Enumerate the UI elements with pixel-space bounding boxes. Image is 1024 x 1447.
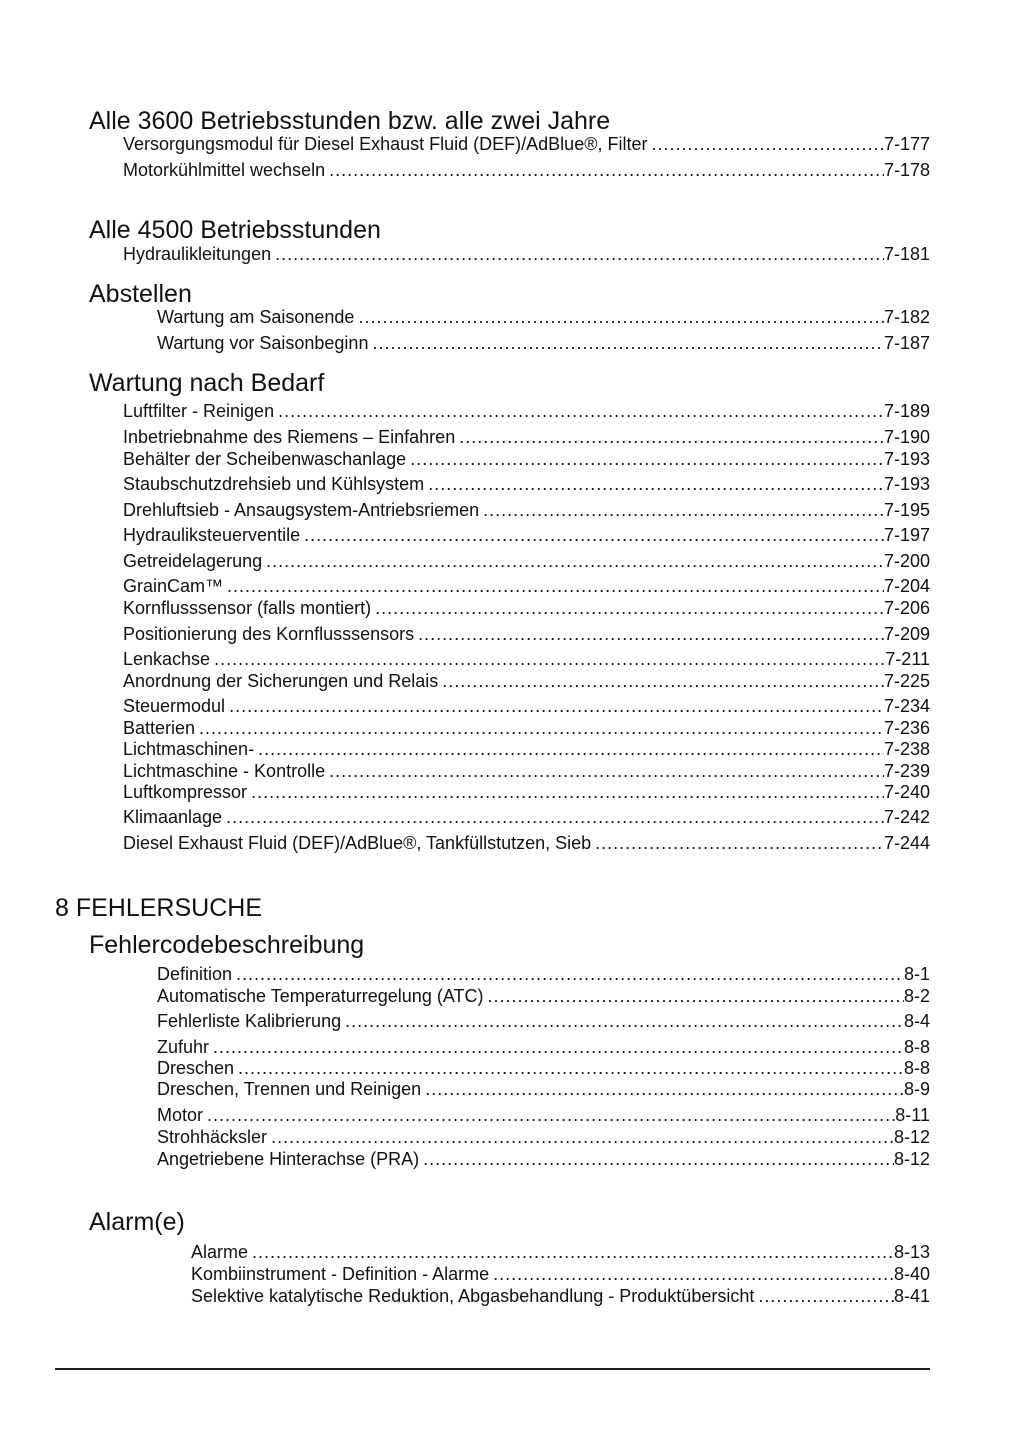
- dot-leader: [647, 133, 883, 155]
- toc-entry[interactable]: [123, 524, 930, 546]
- toc-entry-title: Drehluftsieb - Ansaugsystem-Antriebsriemen: [123, 500, 480, 520]
- dot-leader: [341, 1010, 904, 1032]
- dot-leader: [203, 1104, 895, 1126]
- toc-entry-title: Wartung am Saisonende: [157, 307, 355, 327]
- toc-entry[interactable]: [191, 1263, 930, 1285]
- dot-leader: [591, 832, 884, 854]
- toc-entry-title: Versorgungsmodul für Diesel Exhaust Fluid (DEF)/AdBlue®, Filter: [123, 134, 648, 154]
- toc-entry[interactable]: [123, 832, 930, 854]
- toc-entry-title: Fehlerliste Kalibrierung: [157, 1011, 342, 1031]
- toc-entry-page: 8-9: [903, 1079, 930, 1099]
- dot-leader: [223, 575, 884, 597]
- toc-entry-page: 7-189: [883, 401, 930, 421]
- toc-entry[interactable]: [157, 1078, 930, 1100]
- toc-entry-page: 7-181: [883, 244, 930, 264]
- toc-entry-title: Anordnung der Sicherungen und Relais: [123, 671, 439, 691]
- toc-entry[interactable]: [191, 1285, 930, 1307]
- toc-entry-page: 7-240: [883, 782, 930, 802]
- dot-leader: [210, 648, 885, 670]
- toc-entry[interactable]: [123, 806, 930, 828]
- dot-leader: [247, 781, 884, 803]
- dot-leader: [300, 524, 884, 546]
- dot-leader: [325, 159, 884, 181]
- toc-entry-title: Dreschen: [157, 1058, 235, 1078]
- toc-entry[interactable]: [123, 760, 930, 782]
- toc-entry[interactable]: [123, 738, 930, 760]
- toc-entry-page: 7-234: [883, 696, 930, 716]
- toc-entry-title: Motorkühlmittel wechseln: [123, 160, 326, 180]
- toc-entry-title: Behälter der Scheibenwaschanlage: [123, 449, 407, 469]
- toc-entry[interactable]: [123, 781, 930, 803]
- toc-entry[interactable]: [123, 648, 930, 670]
- dot-leader: [325, 760, 884, 782]
- dot-leader: [414, 623, 884, 645]
- dot-leader: [232, 963, 904, 985]
- toc-entry-title: Strohhäcksler: [157, 1127, 268, 1147]
- toc-entry[interactable]: [157, 1126, 930, 1148]
- section-heading: Abstellen: [89, 280, 192, 308]
- toc-entry[interactable]: [157, 306, 930, 328]
- dot-leader: [438, 670, 884, 692]
- toc-entry-title: Getreidelagerung: [123, 551, 263, 571]
- toc-entry-title: Dreschen, Trennen und Reinigen: [157, 1079, 422, 1099]
- toc-entry-title: Batterien: [123, 718, 196, 738]
- toc-entry-title: Angetriebene Hinterachse (PRA): [157, 1149, 420, 1169]
- toc-entry[interactable]: [123, 473, 930, 495]
- toc-entry[interactable]: [123, 426, 930, 448]
- toc-entry-page: 8-40: [893, 1264, 930, 1284]
- toc-entry-page: 7-187: [883, 333, 930, 353]
- toc-entry-title: Alarme: [191, 1242, 249, 1262]
- toc-entry-page: 7-178: [883, 160, 930, 180]
- toc-entry-title: Zufuhr: [157, 1037, 210, 1057]
- dot-leader: [421, 1078, 904, 1100]
- toc-entry[interactable]: [123, 448, 930, 470]
- dot-leader: [483, 985, 904, 1007]
- toc-entry-title: Luftkompressor: [123, 782, 248, 802]
- dot-leader: [368, 332, 883, 354]
- toc-entry-page: 7-244: [883, 833, 930, 853]
- toc-entry[interactable]: [157, 1036, 930, 1058]
- toc-entry-page: 8-8: [903, 1058, 930, 1078]
- toc-entry-page: 7-197: [883, 525, 930, 545]
- toc-entry-title: Kombiinstrument - Definition - Alarme: [191, 1264, 490, 1284]
- toc-entry-title: Motor: [157, 1105, 204, 1125]
- dot-leader: [419, 1148, 894, 1170]
- toc-entry-title: Positionierung des Kornflusssensors: [123, 624, 415, 644]
- footer-rule: [55, 1368, 930, 1370]
- dot-leader: [274, 400, 884, 422]
- toc-entry-title: Diesel Exhaust Fluid (DEF)/AdBlue®, Tankfüllstutzen, Sieb: [123, 833, 592, 853]
- toc-entry-page: 8-4: [903, 1011, 930, 1031]
- toc-entry-page: 7-190: [883, 427, 930, 447]
- toc-entry[interactable]: [123, 597, 930, 619]
- dot-leader: [406, 448, 884, 470]
- toc-entry-page: 8-11: [895, 1105, 930, 1125]
- toc-entry-page: 7-242: [883, 807, 930, 827]
- toc-entry-page: 8-2: [903, 986, 930, 1006]
- toc-entry[interactable]: [123, 670, 930, 692]
- toc-entry-page: 7-238: [883, 739, 930, 759]
- toc-entry-title: Lichtmaschine - Kontrolle: [123, 761, 326, 781]
- toc-entry-title: Staubschutzdrehsieb und Kühlsystem: [123, 474, 425, 494]
- toc-entry-page: 7-209: [883, 624, 930, 644]
- toc-entry[interactable]: [123, 717, 930, 739]
- toc-entry-title: Kornflusssensor (falls montiert): [123, 598, 372, 618]
- toc-entry-page: 7-236: [883, 718, 930, 738]
- toc-entry[interactable]: [123, 159, 930, 181]
- toc-entry[interactable]: [123, 575, 930, 597]
- toc-entry-title: Lenkachse: [123, 649, 211, 669]
- dot-leader: [262, 550, 884, 572]
- dot-leader: [371, 597, 884, 619]
- toc-entry[interactable]: [191, 1241, 930, 1263]
- toc-entry[interactable]: [123, 400, 930, 422]
- toc-entry-title: Luftfilter - Reinigen: [123, 401, 275, 421]
- toc-entry-title: Selektive katalytische Reduktion, Abgasbehandlung - Produktübersicht: [191, 1286, 755, 1306]
- dot-leader: [222, 806, 884, 828]
- section-heading: Alle 3600 Betriebsstunden bzw. alle zwei Jahre: [89, 107, 611, 135]
- toc-entry-page: 8-13: [893, 1242, 930, 1262]
- dot-leader: [489, 1263, 894, 1285]
- dot-leader: [354, 306, 884, 328]
- toc-entry-page: 7-193: [883, 449, 930, 469]
- dot-leader: [267, 1126, 894, 1148]
- toc-entry-title: Hydrauliksteuerventile: [123, 525, 301, 545]
- chapter-title: 8 FEHLERSUCHE: [55, 894, 262, 922]
- dot-leader: [248, 1241, 894, 1263]
- toc-entry-page: 8-12: [893, 1127, 930, 1147]
- dot-leader: [479, 499, 884, 521]
- section-heading: Alarm(e): [89, 1208, 185, 1236]
- toc-entry-page: 7-239: [883, 761, 930, 781]
- section-heading: Wartung nach Bedarf: [89, 369, 325, 397]
- dot-leader: [271, 243, 884, 265]
- toc-entry[interactable]: [157, 1148, 930, 1170]
- toc-entry[interactable]: [123, 243, 930, 265]
- toc-entry[interactable]: [157, 332, 930, 354]
- toc-entry-page: 7-206: [883, 598, 930, 618]
- toc-entry[interactable]: [157, 985, 930, 1007]
- toc-entry[interactable]: [157, 963, 930, 985]
- dot-leader: [209, 1036, 904, 1058]
- toc-entry-title: Hydraulikleitungen: [123, 244, 272, 264]
- toc-entry-title: Steuermodul: [123, 696, 226, 716]
- toc-entry-page: 7-182: [883, 307, 930, 327]
- dot-leader: [225, 695, 884, 717]
- toc-entry-title: Lichtmaschinen-: [123, 739, 255, 759]
- toc-entry-title: Inbetriebnahme des Riemens – Einfahren: [123, 427, 456, 447]
- dot-leader: [195, 717, 884, 739]
- toc-entry[interactable]: [123, 499, 930, 521]
- section-heading: Fehlercodebeschreibung: [89, 931, 365, 959]
- toc-entry-page: 7-193: [883, 474, 930, 494]
- toc-entry-page: 7-177: [883, 134, 930, 154]
- toc-entry-page: 8-1: [903, 964, 930, 984]
- toc-entry-page: 7-204: [883, 576, 930, 596]
- toc-entry-title: Wartung vor Saisonbeginn: [157, 333, 369, 353]
- toc-entry-page: 7-211: [885, 649, 930, 669]
- toc-entry[interactable]: [157, 1010, 930, 1032]
- toc-entry-title: GrainCam™: [123, 576, 224, 596]
- dot-leader: [234, 1057, 904, 1079]
- toc-entry[interactable]: [123, 623, 930, 645]
- toc-entry-page: 7-195: [883, 500, 930, 520]
- toc-entry[interactable]: [157, 1057, 930, 1079]
- dot-leader: [455, 426, 884, 448]
- toc-entry-title: Klimaanlage: [123, 807, 223, 827]
- toc-entry-page: 8-12: [893, 1149, 930, 1169]
- dot-leader: [754, 1285, 894, 1307]
- toc-entry-title: Definition: [157, 964, 233, 984]
- toc-entry[interactable]: [157, 1104, 930, 1126]
- dot-leader: [424, 473, 884, 495]
- toc-entry[interactable]: [123, 695, 930, 717]
- toc-entry-title: Automatische Temperaturregelung (ATC): [157, 986, 484, 1006]
- toc-entry-page: 7-225: [883, 671, 930, 691]
- dot-leader: [254, 738, 884, 760]
- toc-entry-page: 7-200: [883, 551, 930, 571]
- toc-entry-page: 8-8: [903, 1037, 930, 1057]
- section-heading: Alle 4500 Betriebsstunden: [89, 216, 381, 244]
- toc-entry[interactable]: [123, 133, 930, 155]
- toc-entry[interactable]: [123, 550, 930, 572]
- toc-entry-page: 8-41: [893, 1286, 930, 1306]
